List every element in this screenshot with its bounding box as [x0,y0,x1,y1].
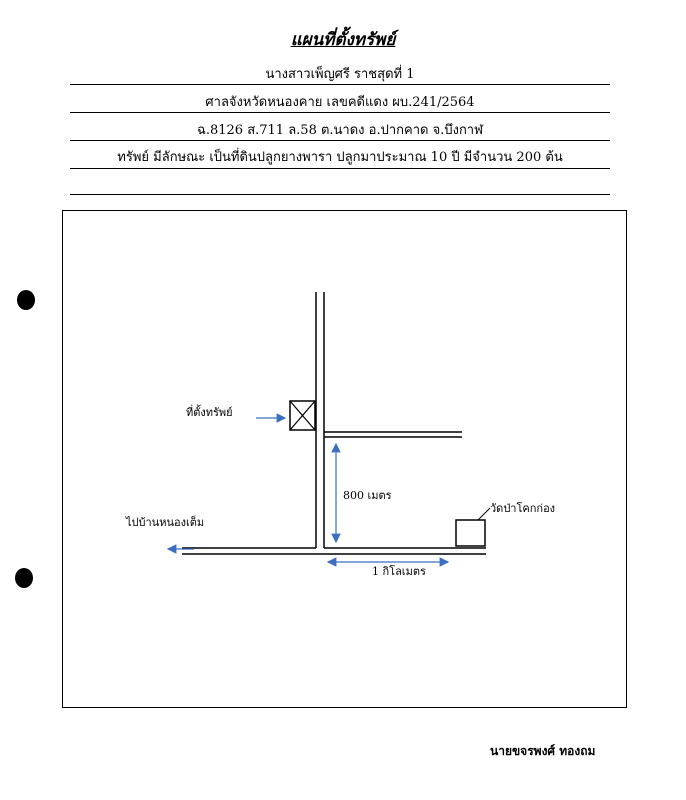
temple-pointer [478,508,490,520]
owner-line: นางสาวเพ็ญศรี ราชสุดที่ 1 [265,67,415,82]
property-label: ที่ตั้งทรัพย์ [186,406,233,419]
temple-label: วัดป่าโคกก่อง [490,502,556,515]
page-title: แผนที่ตั้งทรัพย์ [290,30,396,50]
case-line: ศาลจังหวัดหนองคาย เลขคดีแดง ผบ.241/2564 [205,95,475,110]
signature: นายขจรพงศ์ ทองถม [490,744,596,758]
direction-label: ไปบ้านหนองเต็ม [126,516,205,529]
distance-vertical-label: 800 เมตร [343,489,392,502]
description-line: ทรัพย์ มีลักษณะ เป็นที่ดินปลูกยางพารา ปลูกมาประมาณ 10 ปี มีจำนวน 200 ต้น [117,150,563,165]
temple-marker [456,520,485,546]
distance-horizontal-label: 1 กิโลเมตร [372,565,426,578]
deed-line: ฉ.8126 ส.711 ล.58 ต.นาดง อ.ปากคาด จ.บึงกาฬ [196,123,483,138]
